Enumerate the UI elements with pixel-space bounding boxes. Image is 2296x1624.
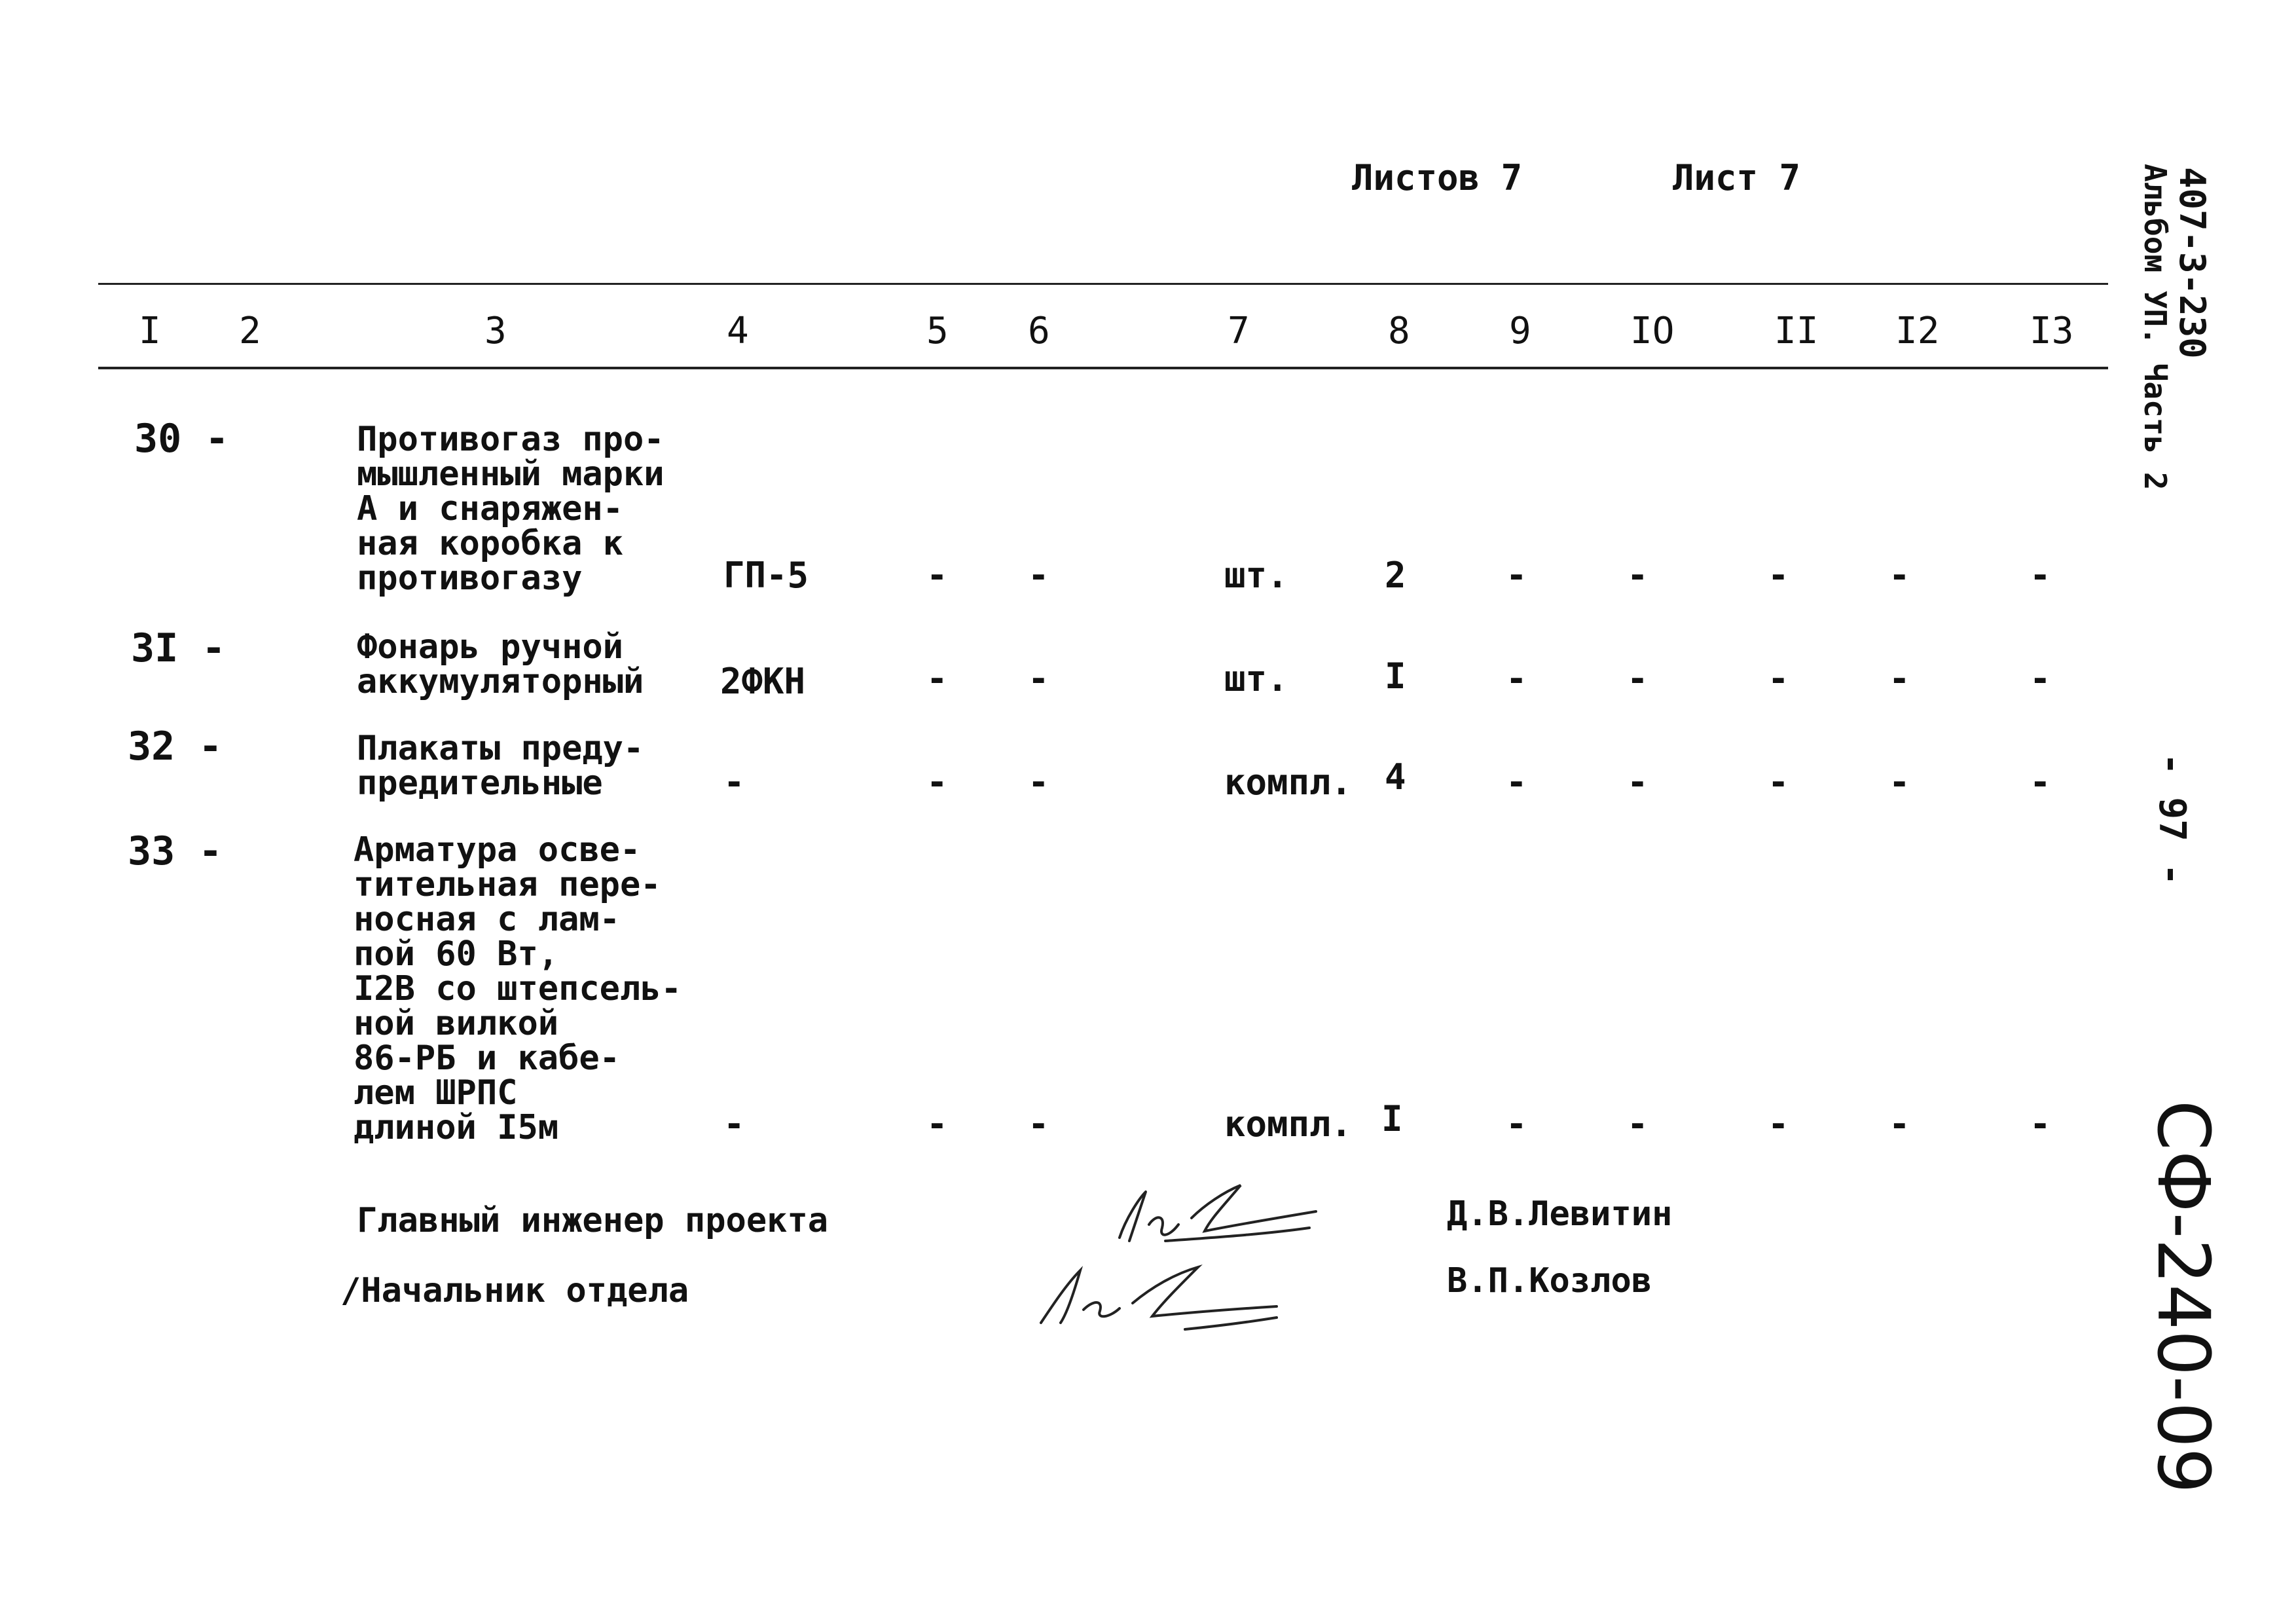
item-name: Фонарь ручной аккумуляторный (357, 627, 644, 701)
row-number: 32 - (128, 724, 223, 769)
cell: - (1768, 555, 1789, 596)
cell: - (1889, 762, 1910, 803)
column-header: 9 (1509, 310, 1531, 352)
item-type: 2ФКН (720, 661, 806, 702)
unit: шт. (1224, 555, 1288, 596)
unit: шт. (1224, 658, 1288, 699)
album-code: 407-3-230 (2172, 167, 2213, 359)
column-header: 4 (727, 310, 749, 352)
column-header: II (1774, 310, 1819, 352)
cell: - (1889, 555, 1910, 596)
cell: - (1627, 658, 1649, 699)
item-name: Противогаз про- мышленный марки А и снаряжен- ная коробка к противогазу (357, 420, 665, 598)
album-part: Альбом УП. Часть 2 (2138, 164, 2173, 490)
unit: компл. (1224, 1103, 1353, 1145)
cell: - (1889, 1103, 1910, 1145)
row-number: 3I - (131, 625, 226, 671)
quantity: I (1385, 655, 1406, 697)
cell: - (1028, 658, 1049, 699)
cell: - (1627, 762, 1649, 803)
column-header: I (139, 310, 161, 352)
column-header: 8 (1388, 310, 1410, 352)
item-name: Плакаты преду- предительные (357, 729, 644, 803)
quantity: 2 (1385, 555, 1406, 596)
quantity: I (1381, 1098, 1403, 1139)
cell: - (1506, 762, 1527, 803)
cell: - (1506, 555, 1527, 596)
cell: - (926, 1103, 948, 1145)
table-header-rule (98, 367, 2108, 369)
cell: - (1768, 762, 1789, 803)
cell: - (1028, 555, 1049, 596)
cell: - (2030, 658, 2051, 699)
chief-engineer-title: Главный инженер проекта (357, 1201, 829, 1240)
chief-engineer-name: Д.В.Левитин (1447, 1194, 1673, 1234)
handwritten-signature (1093, 1179, 1368, 1257)
department-head-title: /Начальник отдела (340, 1271, 689, 1310)
handwritten-signature (1028, 1257, 1303, 1336)
item-name: Арматура осве- тительная пере- носная с лам- пой 60 Вт, I2В со штепсель- ной вилкой 86-РБ и кабе- лем ШРПС длиной I5м (354, 830, 682, 1147)
column-header: 5 (926, 310, 949, 352)
column-header: 3 (484, 310, 507, 352)
column-header: I3 (2030, 310, 2074, 352)
column-header: IO (1630, 310, 1675, 352)
cell: - (1627, 555, 1649, 596)
item-type: - (723, 762, 745, 803)
page-number: - 97 - (2151, 753, 2193, 886)
column-header: 6 (1028, 310, 1050, 352)
row-number: 30 - (134, 416, 229, 462)
row-number: 33 - (128, 828, 223, 874)
item-type: ГП-5 (723, 555, 809, 596)
quantity: 4 (1385, 756, 1406, 798)
table-top-rule (98, 283, 2108, 285)
cell: - (2030, 762, 2051, 803)
unit: компл. (1224, 762, 1353, 803)
cell: - (926, 658, 948, 699)
cell: - (1506, 1103, 1527, 1145)
cell: - (1028, 762, 1049, 803)
cell: - (1627, 1103, 1649, 1145)
cell: - (2030, 555, 2051, 596)
column-header: 7 (1228, 310, 1250, 352)
cell: - (926, 555, 948, 596)
column-header: I2 (1895, 310, 1940, 352)
cell: - (1506, 658, 1527, 699)
item-type: - (723, 1103, 745, 1145)
column-header: 2 (239, 310, 261, 352)
sheets-count: Листов 7 (1352, 157, 1523, 198)
cell: - (1768, 1103, 1789, 1145)
document-code: СФ-240-09 (2141, 1100, 2225, 1494)
cell: - (2030, 1103, 2051, 1145)
cell: - (1768, 658, 1789, 699)
cell: - (926, 762, 948, 803)
cell: - (1889, 658, 1910, 699)
cell: - (1028, 1103, 1049, 1145)
sheet-number: Лист 7 (1673, 157, 1801, 198)
department-head-name: В.П.Козлов (1447, 1261, 1652, 1301)
